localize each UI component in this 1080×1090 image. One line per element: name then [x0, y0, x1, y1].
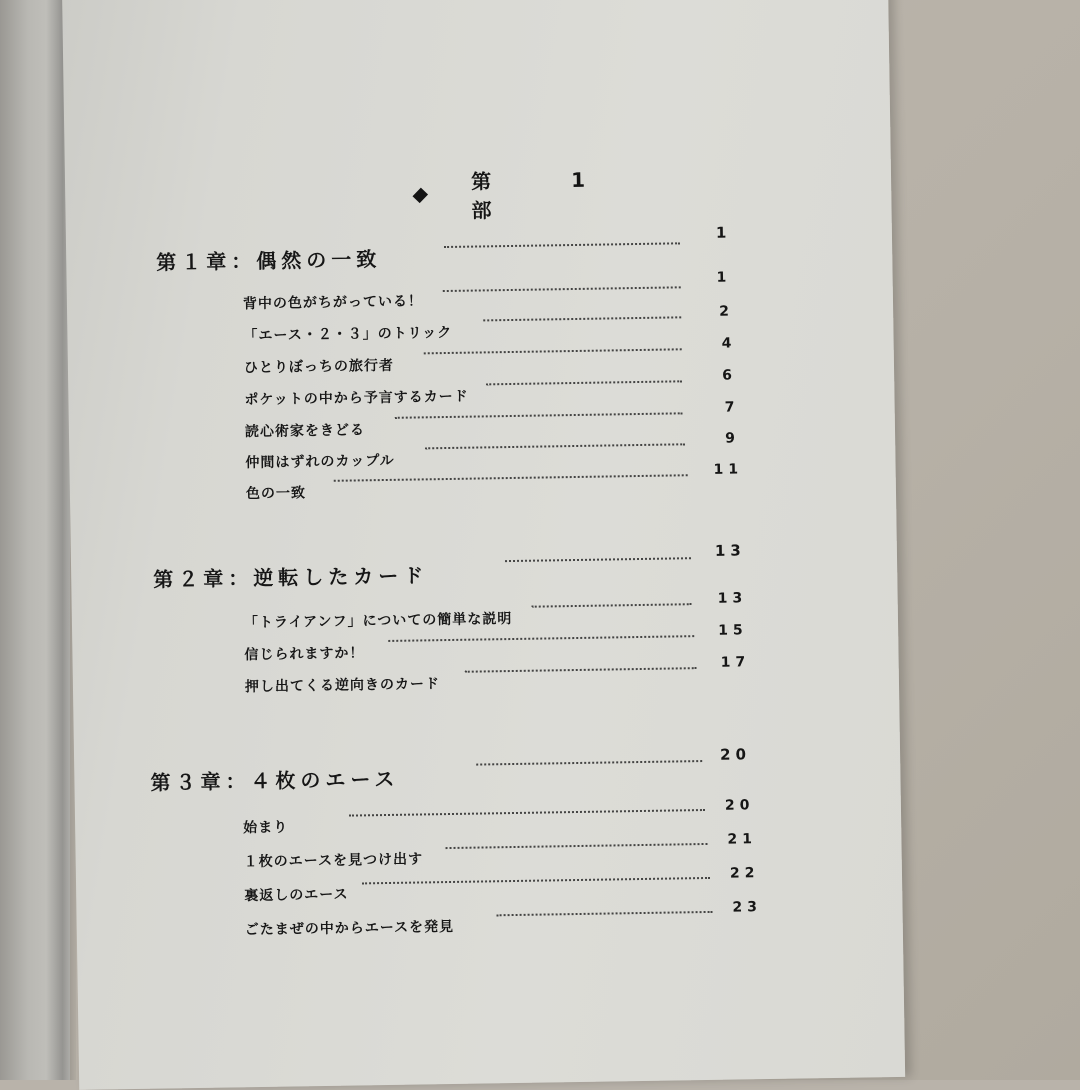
entry-3-4-page: 23 [732, 899, 763, 916]
entry-1-7-leader [334, 474, 688, 482]
entry-2-2-page: 15 [718, 622, 748, 639]
chapter-2-title: 第２章：逆転したカード [153, 563, 429, 592]
entry-3-1-title: 始まり [243, 819, 289, 837]
entry-3-3-title: 裏返しのエース [244, 886, 349, 905]
chapter-2-leader [505, 557, 691, 562]
chapter-3-title: 第３章：４枚のエース [150, 766, 400, 795]
entry-2-2-leader [388, 635, 694, 642]
entry-1-5-leader [395, 412, 683, 419]
entry-3-2-page: 21 [727, 831, 758, 848]
entry-1-3-leader [424, 348, 682, 354]
entry-1-1-title: 背中の色がちがっている！ [242, 293, 424, 313]
entry-1-4-leader [486, 380, 682, 385]
entry-3-3-leader [362, 877, 710, 884]
entry-1-4-page: 6 [722, 367, 738, 384]
entry-1-2-title: 「エース・２・３」のトリック [243, 324, 453, 345]
entry-2-3-leader [465, 667, 697, 673]
entry-1-1-leader [443, 286, 681, 292]
entry-3-1-leader [349, 809, 705, 817]
chapter-1-leader [444, 242, 680, 248]
entry-3-2-leader [446, 843, 708, 849]
chapter-1-title: 第１章：偶然の一致 [156, 247, 382, 275]
entry-1-2-leader [483, 316, 681, 321]
entry-3-2-title: １枚のエースを見つけ出す [243, 851, 424, 871]
entry-2-2-title: 信じられますか！ [244, 645, 365, 664]
entry-2-3-page: 17 [720, 654, 751, 671]
entry-3-1-page: 20 [724, 797, 755, 814]
chapter-3-leader [476, 760, 702, 766]
entry-1-4-title: ポケットの中から予言するカード [244, 388, 469, 409]
entry-2-1-title: 「トライアンフ」についての簡単な説明 [243, 611, 513, 632]
entry-3-4-title: ごたまぜの中からエースを発見 [244, 918, 455, 939]
entry-2-1-leader [532, 603, 692, 608]
entry-1-7-page: 11 [713, 461, 744, 478]
entry-1-6-title: 仲間はずれのカップル [245, 452, 395, 472]
entry-1-1-page: 1 [716, 269, 732, 286]
entry-1-6-page: 9 [725, 430, 741, 447]
chapter-1-page: 1 [715, 223, 732, 242]
entry-3-4-leader [497, 911, 713, 916]
entry-1-7-title: 色の一致 [245, 485, 307, 503]
entry-1-5-title: 読心術家をきどる [244, 422, 366, 441]
chapter-2-page: 13 [714, 541, 746, 560]
entry-2-3-title: 押し出てくる逆向きのカード [244, 676, 441, 696]
entry-1-3-title: ひとりぼっちの旅行者 [243, 357, 395, 377]
diamond-icon [413, 188, 429, 204]
entry-3-3-page: 22 [729, 865, 760, 882]
entry-1-6-leader [425, 443, 685, 449]
entry-1-2-page: 2 [719, 303, 735, 320]
table-of-contents-page [62, 0, 905, 1090]
chapter-3-page: 20 [719, 745, 752, 764]
part-heading [415, 166, 675, 223]
entry-1-3-page: 4 [721, 335, 737, 352]
entry-2-1-page: 13 [717, 590, 748, 607]
entry-1-5-page: 7 [724, 399, 740, 416]
part-title: 第 1 部 [470, 166, 666, 223]
